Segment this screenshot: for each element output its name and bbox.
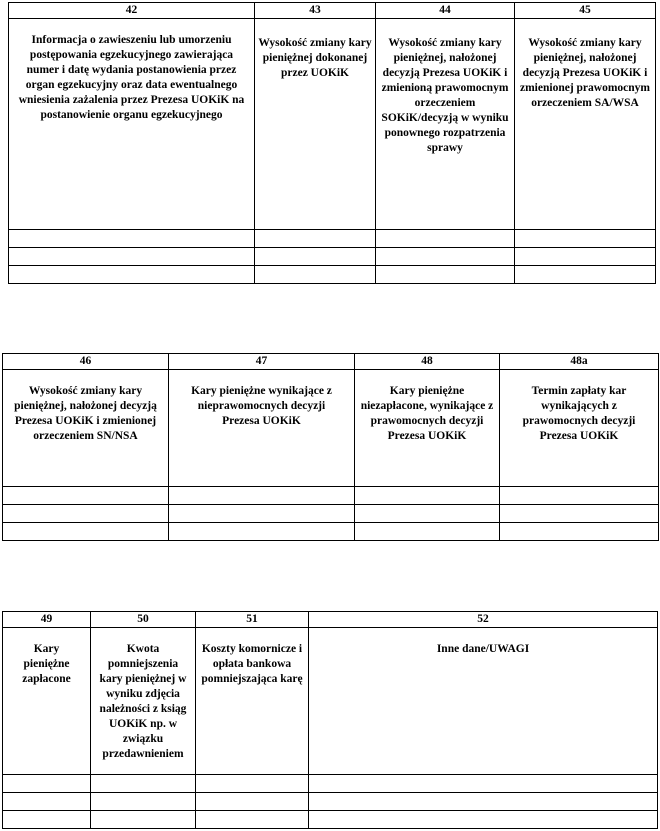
column-header-45: [515, 19, 656, 230]
column-header-48a: [500, 370, 659, 487]
table-row: [3, 793, 658, 811]
column-header-47: [169, 370, 355, 487]
column-number-row: [3, 612, 658, 628]
data-cell[interactable]: [309, 775, 658, 793]
column-number-45: 45: [515, 3, 656, 19]
table-row: [3, 523, 659, 541]
data-cell[interactable]: [515, 230, 656, 248]
data-cell[interactable]: [255, 248, 376, 266]
data-cell[interactable]: [3, 811, 91, 829]
column-number-46: 46: [3, 354, 169, 370]
data-cell[interactable]: [196, 775, 309, 793]
table-row: [3, 487, 659, 505]
data-cell[interactable]: [91, 793, 196, 811]
column-header-44-text: Wysokość zmiany kary pieniężnej, nałożonej decyzją Prezesa UOKiK i zmienioną prawomocnym orzeczeniem SOKiK/decyzją w wyniku ponownego rozpatrzenia sprawy: [381, 37, 509, 154]
column-header-row: [9, 19, 656, 230]
form-table-3: [2, 611, 658, 829]
data-cell[interactable]: [196, 811, 309, 829]
column-header-46-text: Wysokość zmiany kary pieniężnej, nałożonej decyzją Prezesa UOKiK i zmienionej orzeczeniem SN/NSA: [14, 385, 157, 442]
table-row: [9, 248, 656, 266]
table-row: [3, 775, 658, 793]
column-header-51: [196, 628, 309, 775]
data-cell[interactable]: [3, 793, 91, 811]
column-header-50: [91, 628, 196, 775]
data-cell[interactable]: [3, 523, 169, 541]
data-cell[interactable]: [169, 505, 355, 523]
data-cell[interactable]: [255, 230, 376, 248]
column-header-52-text: Inne dane/UWAGI: [436, 643, 530, 655]
column-header-42: [9, 19, 255, 230]
column-header-47-text: Kary pieniężne wynikające z nieprawomocnych decyzji Prezesa UOKiK: [191, 385, 332, 427]
column-number-48a: 48a: [500, 354, 659, 370]
column-number-51: 51: [196, 612, 309, 628]
data-cell[interactable]: [515, 248, 656, 266]
column-number-47: 47: [169, 354, 355, 370]
data-cell[interactable]: [309, 793, 658, 811]
table-row: [3, 505, 659, 523]
table-row: [9, 266, 656, 284]
data-cell[interactable]: [3, 505, 169, 523]
data-cell[interactable]: [9, 266, 255, 284]
column-header-50-text: Kwota pomniejszenia kary pieniężnej w wyniku zdjęcia należności z ksiąg UOKiK np. w związku przedawnieniem: [99, 643, 187, 760]
column-header-44: [376, 19, 515, 230]
column-header-row: [3, 370, 659, 487]
data-cell[interactable]: [9, 230, 255, 248]
column-number-48: 48: [355, 354, 500, 370]
data-cell[interactable]: [196, 793, 309, 811]
data-cell[interactable]: [169, 487, 355, 505]
column-number-row: [3, 354, 659, 370]
column-header-49-text: Kary pieniężne zapłacone: [22, 643, 71, 685]
data-cell[interactable]: [355, 505, 500, 523]
column-number-43: 43: [255, 3, 376, 19]
form-table-1: [8, 2, 656, 284]
column-header-46: [3, 370, 169, 487]
column-header-48: [355, 370, 500, 487]
column-number-44: 44: [376, 3, 515, 19]
data-cell[interactable]: [91, 775, 196, 793]
data-cell[interactable]: [515, 266, 656, 284]
column-header-43: [255, 19, 376, 230]
table-row: [9, 230, 656, 248]
data-cell[interactable]: [355, 487, 500, 505]
data-cell[interactable]: [376, 266, 515, 284]
column-header-49: [3, 628, 91, 775]
form-table-2: [2, 353, 659, 541]
data-cell[interactable]: [255, 266, 376, 284]
data-cell[interactable]: [376, 230, 515, 248]
table-row: [3, 811, 658, 829]
column-header-51-text: Koszty komornicze i opłata bankowa pomniejszająca karę: [201, 643, 303, 685]
column-header-row: [3, 628, 658, 775]
data-cell[interactable]: [9, 248, 255, 266]
column-header-48a-text: Termin zapłaty kar wynikających z prawomocnych decyzji Prezesa UOKiK: [522, 385, 636, 442]
column-number-50: 50: [91, 612, 196, 628]
column-header-43-text: Wysokość zmiany kary pieniężnej dokonanej przez UOKiK: [258, 37, 372, 79]
data-cell[interactable]: [355, 523, 500, 541]
column-header-48-text: Kary pieniężne niezapłacone, wynikające z prawomocnych decyzji Prezesa UOKiK: [360, 385, 494, 442]
data-cell[interactable]: [169, 523, 355, 541]
column-number-52: 52: [309, 612, 658, 628]
data-cell[interactable]: [91, 811, 196, 829]
data-cell[interactable]: [500, 487, 659, 505]
data-cell[interactable]: [500, 505, 659, 523]
column-header-52: [309, 628, 658, 775]
column-header-42-text: Informacja o zawieszeniu lub umorzeniu postępowania egzekucyjnego zawierająca numer i datę wydania postanowienia przez organ egzekucyjny oraz data ewentualnego wniesienia zażalenia przez Prezesa UOKiK na postanowienie organu egzekucyjnego: [18, 34, 245, 121]
data-cell[interactable]: [3, 775, 91, 793]
column-number-49: 49: [3, 612, 91, 628]
data-cell[interactable]: [376, 248, 515, 266]
data-cell[interactable]: [309, 811, 658, 829]
column-header-45-text: Wysokość zmiany kary pieniężnej, nałożonej decyzją Prezesa UOKiK i zmienionej prawomocnym orzeczeniem SA/WSA: [520, 37, 650, 109]
column-number-row: [9, 3, 656, 19]
column-number-42: 42: [9, 3, 255, 19]
data-cell[interactable]: [3, 487, 169, 505]
data-cell[interactable]: [500, 523, 659, 541]
